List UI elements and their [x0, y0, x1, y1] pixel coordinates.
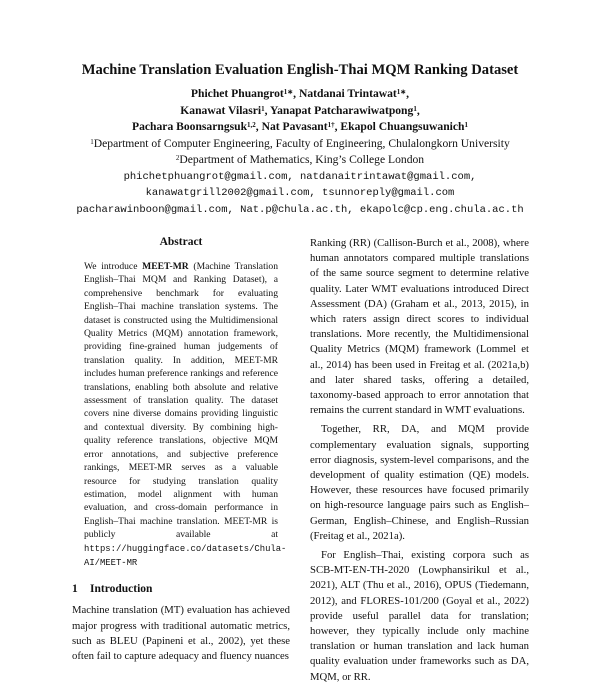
affiliation-sup: 1 [90, 137, 94, 146]
author-sup: 1 [464, 121, 468, 129]
author-block [0, 86, 600, 218]
author-sup: 1∗ [396, 88, 407, 96]
abstract-text [84, 260, 287, 570]
author-sup: 1† [327, 121, 335, 129]
dataset-name: MEET-MR [142, 261, 189, 272]
abstract-body: (Machine Translation English–Thai MQM and Ranking Dataset), a comprehensive benchmark for evaluating English–Thai machine translation systems. The dataset is constructed using the Multidimensional Quality Metrics (MQM) annotation framework, providing fine-grained human judgements of translation quality. In addition, MEET-MR includes human preference rankings and reference translations, enabling both absolute and relative assessment of translation quality. The dataset covers nine diverse domains providing linguistic and contextual diversity. By combining high-quality reference translations, objective MQM error annotations, and subjective preference rankings, MEET-MR serves as a valuable resource for studying translation quality estimation, model alignment with human evaluation, and cross-domain performance in English–Thai machine translation. MEET-MR is publicly available at [84, 261, 278, 541]
author-sup: 1∗ [283, 88, 294, 96]
paper-title: Machine Translation Evaluation English-Thai MQM Ranking Dataset [81, 62, 519, 78]
author-line-1: Phichet Phuangrot$^{1∗}$, Natdanai Trintawat$^{1∗}$, [190, 87, 410, 100]
right-column [310, 236, 529, 685]
affiliation-sup: 2 [175, 154, 180, 162]
author-sup: 1 [261, 104, 265, 113]
intro-paragraph: Machine translation (MT) evaluation has achieved major progress with traditional automatic metrics, such as BLEU (Papineni et al., 2002), yet these often fail to capture adequacy and fluency nuances [72, 604, 290, 662]
introduction-heading [72, 583, 290, 595]
right-paragraph-1: Ranking (RR) (Callison-Burch et al., 2008), where human annotators compared multiple translations of the same source segment to determine relative quality. Later WMT evaluations introduced Direct Assessment (DA) (Graham et al., 2013, 2015), in which raters assign direct scores to individual translations. More recently, the Multidimensional Quality Metrics (MQM) framework (Lommel et al., 2014) has been used in Freitag et al. (2021a,b) and later shared tasks, offering a detailed, taxonomy-based approach to error annotation that remains the current standard in WMT evaluations. [310, 237, 529, 417]
author-sup: 1,2 [247, 121, 256, 129]
author-line-3: Pachara Boonsarngsuk$^{1,2}$, Nat Pavasant$^{1\dagger}$, Ekapol Chuangsuwanich$^1$ [132, 120, 468, 133]
email-line-1: phichetphuangrot@gmail.com, natdanaitrintawat@gmail.com, [123, 170, 477, 183]
abstract-heading: Abstract [159, 236, 203, 248]
dataset-url-link[interactable]: https://huggingface.co/datasets/Chula-AI/MEET-MR [84, 543, 287, 568]
author-name: Kanawat Vilasri [180, 103, 262, 117]
affiliation-text: Department of Computer Engineering, Faculty of Engineering, Chulalongkorn University [93, 136, 510, 150]
author-name: Pachara Boonsarngsuk [132, 120, 248, 133]
author-sup: 1 [413, 104, 417, 113]
author-name: Yanapat Patcharawiwatpong [269, 103, 414, 117]
author-line-2: Kanawat Vilasri$^1$, Yanapat Patcharawiwatpong$^1$, [180, 103, 420, 117]
author-name: Natdanai Trintawat [298, 87, 397, 100]
abstract-intro: We introduce [84, 261, 143, 272]
author-name: Ekapol Chuangsuwanich [340, 120, 465, 133]
section-number: 1 [72, 583, 78, 596]
right-paragraph-3: For English–Thai, existing corpora such as SCB-MT-EN-TH-2020 (Lowphansirikul et al., 2021), ALT (Thu et al., 2016), OPUS (Tiedemann, 2012), and FLORES-101/200 (Goyal et al., 2022) provide useful parallel data for translation; however, they typically include only machine translation or human translation and lack human quality evaluation under frameworks such as DA, MQM, or RR. [310, 549, 529, 683]
section-title: Introduction [90, 583, 153, 596]
email-line-2: kanawatgrill2002@gmail.com, tsunnoreply@gmail.com [145, 187, 455, 199]
author-name: Nat Pavasant [261, 120, 328, 133]
right-paragraph-2: Together, RR, DA, and MQM provide complementary evaluation signals, supporting error diagnosis, system-level comparisons, and the development of quality estimation (QE) models. However, these resources have focused primarily on high-resource language pairs such as English–German, English–Chinese, and English–Russian (Freitag et al., 2021a). [310, 423, 529, 542]
email-line-3: pacharawinboon@gmail.com, Nat.p@chula.ac.th, ekapolc@cp.eng.chula.ac.th [76, 203, 524, 216]
affiliation-2 [0, 152, 600, 169]
affiliation-1 [0, 136, 600, 153]
affiliation-text: Department of Mathematics, King’s College London [179, 153, 425, 166]
author-name: Phichet Phuangrot [190, 87, 284, 100]
